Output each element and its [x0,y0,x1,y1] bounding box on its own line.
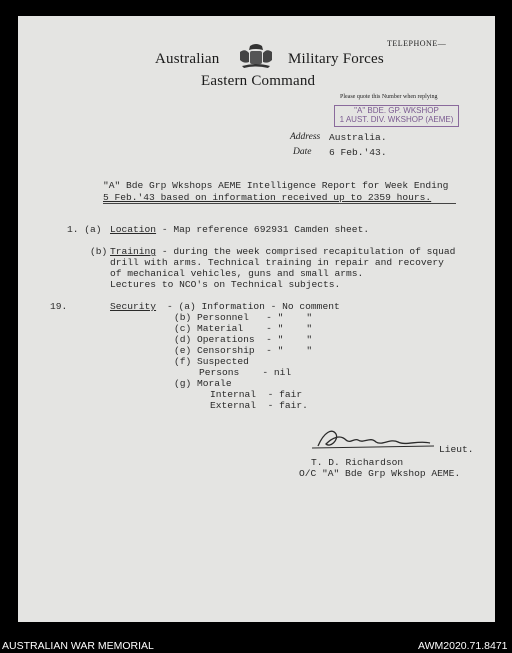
address-value: Australia. [329,132,387,143]
report-title-line-2: 5 Feb.'43 based on information received up to 2359 hours. [103,192,432,203]
training-line-1 [110,246,455,257]
location-text: - Map reference 692931 Camden sheet. [156,224,370,235]
item-1-number: 1. (a) [67,224,102,235]
address-label: Address [290,132,321,142]
security-heading: Security [110,301,157,312]
security-line: - (a) Information - No comment [167,301,340,312]
security-line: (e) Censorship - " " [174,345,313,356]
report-title-line-1: "A" Bde Grp Wkshops AEME Intelligence Report for Week Ending [103,180,449,191]
footer-institution: AUSTRALIAN WAR MEMORIAL [2,640,154,652]
date-value: 6 Feb.'43. [329,147,387,158]
stamp-line-1: "A" BDE. GP. WKSHOP [354,106,439,115]
letterhead-command: Eastern Command [201,73,316,89]
training-line-4: Lectures to NCO's on Technical subjects. [110,279,341,290]
training-heading: Training [110,246,157,257]
security-line: (f) Suspected [174,356,249,367]
signature-role: O/C "A" Bde Grp Wkshop AEME. [299,468,461,479]
handwritten-signature [310,424,440,454]
security-line: External - fair. [210,400,308,411]
item-19-number: 19. [50,301,68,312]
coat-of-arms-emblem [236,42,276,70]
item-1b-label: (b) [90,246,108,257]
training-line-3: of mechanical vehicles, guns and small arms. [110,268,364,279]
footer-accession-number: AWM2020.71.8471 [418,640,508,652]
stamp-line-2: 1 AUST. DIV. WKSHOP (AEME) [339,115,454,124]
title-underline [103,203,456,204]
letterhead-right: Military Forces [288,51,384,67]
security-line: (g) Morale [174,378,232,389]
signature-name: T. D. Richardson [311,457,404,468]
training-line-2: drill with arms. Technical training in repair and recovery [110,257,444,268]
document-sheet [18,16,495,622]
training-text-1: - during the week comprised recapitulation of squad [156,246,456,257]
location-line [110,224,369,235]
security-line: (d) Operations - " " [174,334,313,345]
security-line: (b) Personnel - " " [174,312,313,323]
security-line: Internal - fair [210,389,303,400]
security-line: (c) Material - " " [174,323,313,334]
signature-rank: Lieut. [439,444,474,455]
date-label: Date [293,147,312,157]
security-line: Persons - nil [199,367,292,378]
telephone-label: TELEPHONE— [387,39,447,48]
letterhead-left: Australian [155,51,220,67]
quote-number-note: Please quote this Number when replying [340,94,438,100]
location-heading: Location [110,224,157,235]
unit-stamp [334,105,459,127]
